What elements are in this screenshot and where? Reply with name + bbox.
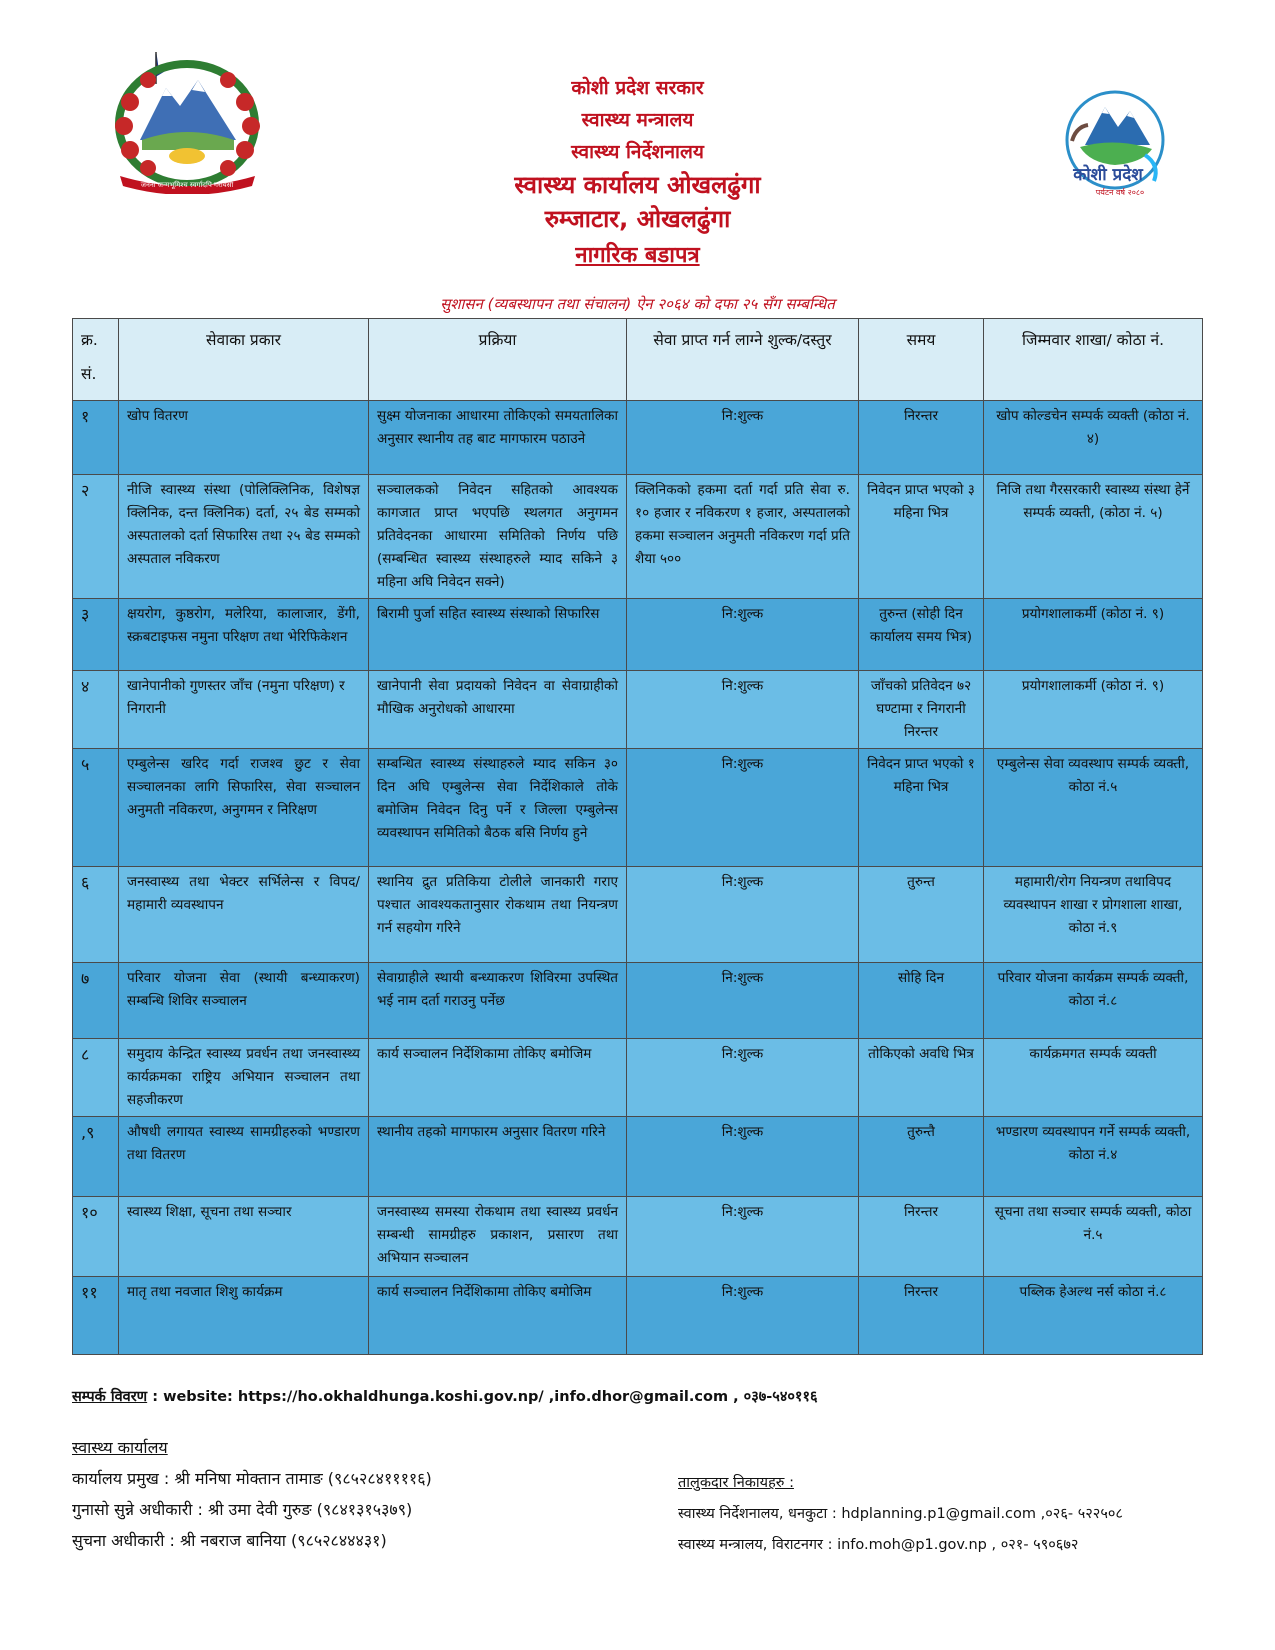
table-row — [73, 749, 1203, 867]
cell-fee: नि:शुल्क — [627, 749, 859, 867]
cell-process: बिरामी पुर्जा सहित स्वास्थ्य संस्थाको सिफारिस — [369, 599, 627, 671]
cell-service: नीजि स्वास्थ्य संस्था (पोलिक्लिनिक, विशेषज्ञ क्लिनिक, दन्त क्लिनिक) दर्ता, २५ बेड सम्मको अस्पतालको दर्ता सिफारिस तथा २५ बेड सम्मको अस्पताल नविकरण — [119, 475, 369, 599]
cell-fee: नि:शुल्क — [627, 599, 859, 671]
cell-service: जनस्वास्थ्य तथा भेक्टर सर्भिलेन्स र विपद/महामारी व्यवस्थापन — [119, 867, 369, 963]
grievance-officer: गुनासो सुन्ने अधीकारी : श्री उमा देवी गुरुङ (९८४१३१५३७९) — [72, 1500, 413, 1519]
cell-fee: नि:शुल्क — [627, 401, 859, 475]
table-row — [73, 1197, 1203, 1277]
cell-process: खानेपानी सेवा प्रदायको निवेदन वा सेवाग्राहीको मौखिक अनुरोधको आधारमा — [369, 671, 627, 749]
cell-fee: नि:शुल्क — [627, 963, 859, 1039]
supervisory-heading: तालुकदार निकायहरु : — [678, 1475, 794, 1491]
cell-sn: ७ — [73, 963, 119, 1039]
cell-responsible: पब्लिक हेअल्थ नर्स कोठा नं.८ — [984, 1277, 1203, 1355]
cell-sn: १० — [73, 1197, 119, 1277]
cell-responsible: कार्यक्रमगत सम्पर्क व्यक्ती — [984, 1039, 1203, 1117]
cell-time: सोहि दिन — [859, 963, 984, 1039]
cell-fee: नि:शुल्क — [627, 1197, 859, 1277]
cell-sn: १ — [73, 401, 119, 475]
contact-text: : website: https://ho.okhaldhunga.koshi.gov.np/ ,info.dhor@gmail.com , ०३७-५४०११६ — [152, 1389, 818, 1405]
cell-sn: ३ — [73, 599, 119, 671]
table-row — [73, 1117, 1203, 1197]
citizen-charter-table — [72, 318, 1203, 1355]
cell-time: तुरुन्त — [859, 867, 984, 963]
table-row — [73, 475, 1203, 599]
cell-time: तुरुन्तै — [859, 1117, 984, 1197]
cell-time: जाँचको प्रतिवेदन ७२ घण्टामा र निगरानी निरन्तर — [859, 671, 984, 749]
col-header-process: प्रक्रिया — [369, 319, 627, 401]
govt-name: कोशी प्रदेश सरकार — [571, 77, 704, 99]
cell-sn: ११ — [73, 1277, 119, 1355]
cell-responsible: महामारी/रोग नियन्त्रण तथाविपद व्यवस्थापन शाखा र प्रोगशाला शाखा, कोठा नं.९ — [984, 867, 1203, 963]
col-header-responsible: जिम्मवार शाखा/ कोठा नं. — [984, 319, 1203, 401]
table-row — [73, 671, 1203, 749]
table-row — [73, 1277, 1203, 1355]
cell-service: औषधी लगायत स्वास्थ्य सामग्रीहरुको भण्डारण तथा वितरण — [119, 1117, 369, 1197]
cell-responsible: प्रयोगशालाकर्मी (कोठा नं. ९) — [984, 671, 1203, 749]
col-header-sn: क्र. सं. — [73, 319, 119, 401]
emblem-motto: जननी जन्मभूमिश्च स्वर्गादपि गरीयसी — [140, 181, 234, 189]
cell-time: निरन्तर — [859, 1197, 984, 1277]
cell-service: मातृ तथा नवजात शिशु कार्यक्रम — [119, 1277, 369, 1355]
cell-process: कार्य सञ्चालन निर्देशिकामा तोकिए बमोजिम — [369, 1277, 627, 1355]
cell-responsible: एम्बुलेन्स सेवा व्यवस्थाप सम्पर्क व्यक्ती, कोठा नं.५ — [984, 749, 1203, 867]
office-officials — [72, 1432, 432, 1556]
cell-service: एम्बुलेन्स खरिद गर्दा राजश्व छुट र सेवा सञ्चालनका लागि सिफारिस, सेवा सञ्चालन अनुमती नविकरण, अनुगमन र निरिक्षण — [119, 749, 369, 867]
contact-details — [72, 1386, 818, 1406]
cell-service: खानेपानीको गुणस्तर जाँच (नमुना परिक्षण) र निगरानी — [119, 671, 369, 749]
cell-time: निरन्तर — [859, 1277, 984, 1355]
cell-process: स्थानीय तहको मागफारम अनुसार वितरण गरिने — [369, 1117, 627, 1197]
cell-sn: ८ — [73, 1039, 119, 1117]
cell-process: सञ्चालकको निवेदन सहितको आवश्यक कागजात प्राप्त भएपछि स्थलगत अनुगमन प्रतिवेदनका आधारमा समितिको निर्णय पछि (सम्बन्धित स्वास्थ्य संस्थाहरुले म्याद सकिने ३ महिना अघि निवेदन सक्ने) — [369, 475, 627, 599]
office-heading: स्वास्थ्य कार्यालय — [72, 1438, 168, 1457]
cell-sn: ४ — [73, 671, 119, 749]
cell-process: स्थानिय द्रुत प्रतिकिया टोलीले जानकारी गराए पश्चात आवश्यकतानुसार रोकथाम तथा नियन्त्रण गर्न सहयोग गरिने — [369, 867, 627, 963]
supervisory-ministry: स्वास्थ्य मन्त्रालय, विराटनगर : info.moh@p1.gov.np , ०२१- ५९०६७२ — [678, 1537, 1079, 1553]
table-row — [73, 401, 1203, 475]
cell-time: निवेदन प्राप्त भएको १ महिना भित्र — [859, 749, 984, 867]
supervisory-bodies — [678, 1468, 1123, 1561]
cell-fee: नि:शुल्क — [627, 1117, 859, 1197]
province-logo-text: कोशी प्रदेश — [1073, 165, 1143, 185]
cell-responsible: सूचना तथा सञ्चार सम्पर्क व्यक्ती, कोठा नं.५ — [984, 1197, 1203, 1277]
col-header-fee: सेवा प्राप्त गर्न लाग्ने शुल्क/दस्तुर — [627, 319, 859, 401]
cell-responsible: प्रयोगशालाकर्मी (कोठा नं. ९) — [984, 599, 1203, 671]
cell-sn: ५ — [73, 749, 119, 867]
table-header-row — [73, 319, 1203, 401]
cell-time: निवेदन प्राप्त भएको ३ महिना भित्र — [859, 475, 984, 599]
cell-fee: नि:शुल्क — [627, 1039, 859, 1117]
directorate-name: स्वास्थ्य निर्देशनालय — [571, 141, 704, 163]
cell-service: परिवार योजना सेवा (स्थायी बन्ध्याकरण) सम्बन्धि शिविर सञ्चालन — [119, 963, 369, 1039]
col-header-service: सेवाका प्रकार — [119, 319, 369, 401]
cell-process: कार्य सञ्चालन निर्देशिकामा तोकिए बमोजिम — [369, 1039, 627, 1117]
cell-responsible: निजि तथा गैरसरकारी स्वास्थ्य संस्था हेर्ने सम्पर्क व्यक्ती, (कोठा नं. ५) — [984, 475, 1203, 599]
cell-time: तुरुन्त (सोही दिन कार्यालय समय भित्र) — [859, 599, 984, 671]
cell-process: सुक्ष्म योजनाका आधारमा तोकिएको समयतालिका अनुसार स्थानीय तह बाट मागफारम पठाउने — [369, 401, 627, 475]
page-subtitle: सुशासन (व्यबस्थापन तथा संचालन) ऐन २०६४ को दफा २५ सँग सम्बन्धित — [440, 295, 835, 313]
cell-service: समुदाय केन्द्रित स्वास्थ्य प्रवर्धन तथा जनस्वास्थ्य कार्यक्रमका राष्ट्रिय अभियान सञ्चालन तथा सहजीकरण — [119, 1039, 369, 1117]
office-name: स्वास्थ्य कार्यालय ओखलढुंगा — [514, 171, 761, 199]
table-row — [73, 963, 1203, 1039]
cell-fee: नि:शुल्क — [627, 1277, 859, 1355]
col-header-time: समय — [859, 319, 984, 401]
contact-label: सम्पर्क विवरण — [72, 1389, 148, 1405]
cell-process: जनस्वास्थ्य समस्या रोकथाम तथा स्वास्थ्य प्रवर्धन सम्बन्धी सामग्रीहरु प्रकाशन, प्रसारण तथा अभियान सञ्चालन — [369, 1197, 627, 1277]
information-officer: सुचना अधीकारी : श्री नबराज बानिया (९८५२८४४४३१) — [72, 1531, 387, 1550]
document-header — [0, 72, 1275, 274]
cell-responsible: भण्डारण व्यवस्थापन गर्ने सम्पर्क व्यक्ती, कोठा नं.४ — [984, 1117, 1203, 1197]
table-row — [73, 1039, 1203, 1117]
cell-fee: नि:शुल्क — [627, 671, 859, 749]
office-chief: कार्यालय प्रमुख : श्री मनिषा मोक्तान तामाङ (९८५२८४११११६) — [72, 1469, 432, 1488]
cell-process: सम्बन्धित स्वास्थ्य संस्थाहरुले म्याद सकिन ३० दिन अघि एम्बुलेन्स सेवा निर्देशिकाले तोके बमोजिम निवेदन दिनु पर्ने र जिल्ला एम्बुलेन्स व्यवस्थापन समितिको बैठक बसि निर्णय हुने — [369, 749, 627, 867]
cell-service: खोप वितरण — [119, 401, 369, 475]
cell-sn: ,९ — [73, 1117, 119, 1197]
table-row — [73, 599, 1203, 671]
ministry-name: स्वास्थ्य मन्त्रालय — [581, 109, 694, 131]
table-row — [73, 867, 1203, 963]
cell-process: सेवाग्राहीले स्थायी बन्ध्याकरण शिविरमा उपस्थित भई नाम दर्ता गराउनु पर्नेछ — [369, 963, 627, 1039]
cell-sn: ६ — [73, 867, 119, 963]
cell-service: स्वास्थ्य शिक्षा, सूचना तथा सञ्चार — [119, 1197, 369, 1277]
cell-time: निरन्तर — [859, 401, 984, 475]
cell-fee: नि:शुल्क — [627, 867, 859, 963]
cell-sn: २ — [73, 475, 119, 599]
province-logo-subtext: पर्यटन वर्ष २०८० — [1095, 188, 1145, 197]
cell-service: क्षयरोग, कुष्ठरोग, मलेरिया, कालाजार, डेंगी, स्क्रबटाइफस नमुना परिक्षण तथा भेरिफिकेशन — [119, 599, 369, 671]
office-location: रुम्जाटार, ओखलढुंगा — [544, 205, 731, 233]
supervisory-directorate: स्वास्थ्य निर्देशनालय, धनकुटा : hdplanning.p1@gmail.com ,०२६- ५२२५०८ — [678, 1506, 1123, 1522]
page-title: नागरिक बडापत्र — [575, 243, 700, 268]
cell-time: तोकिएको अवधि भित्र — [859, 1039, 984, 1117]
cell-fee: क्लिनिकको हकमा दर्ता गर्दा प्रति सेवा रु. १० हजार र नविकरण १ हजार, अस्पतालको हकमा सञ्चालन अनुमती नविकरण गर्दा प्रति शैया ५०० — [627, 475, 859, 599]
cell-responsible: खोप कोल्डचेन सम्पर्क व्यक्ती (कोठा नं. ४) — [984, 401, 1203, 475]
cell-responsible: परिवार योजना कार्यक्रम सम्पर्क व्यक्ती, कोठा नं.८ — [984, 963, 1203, 1039]
